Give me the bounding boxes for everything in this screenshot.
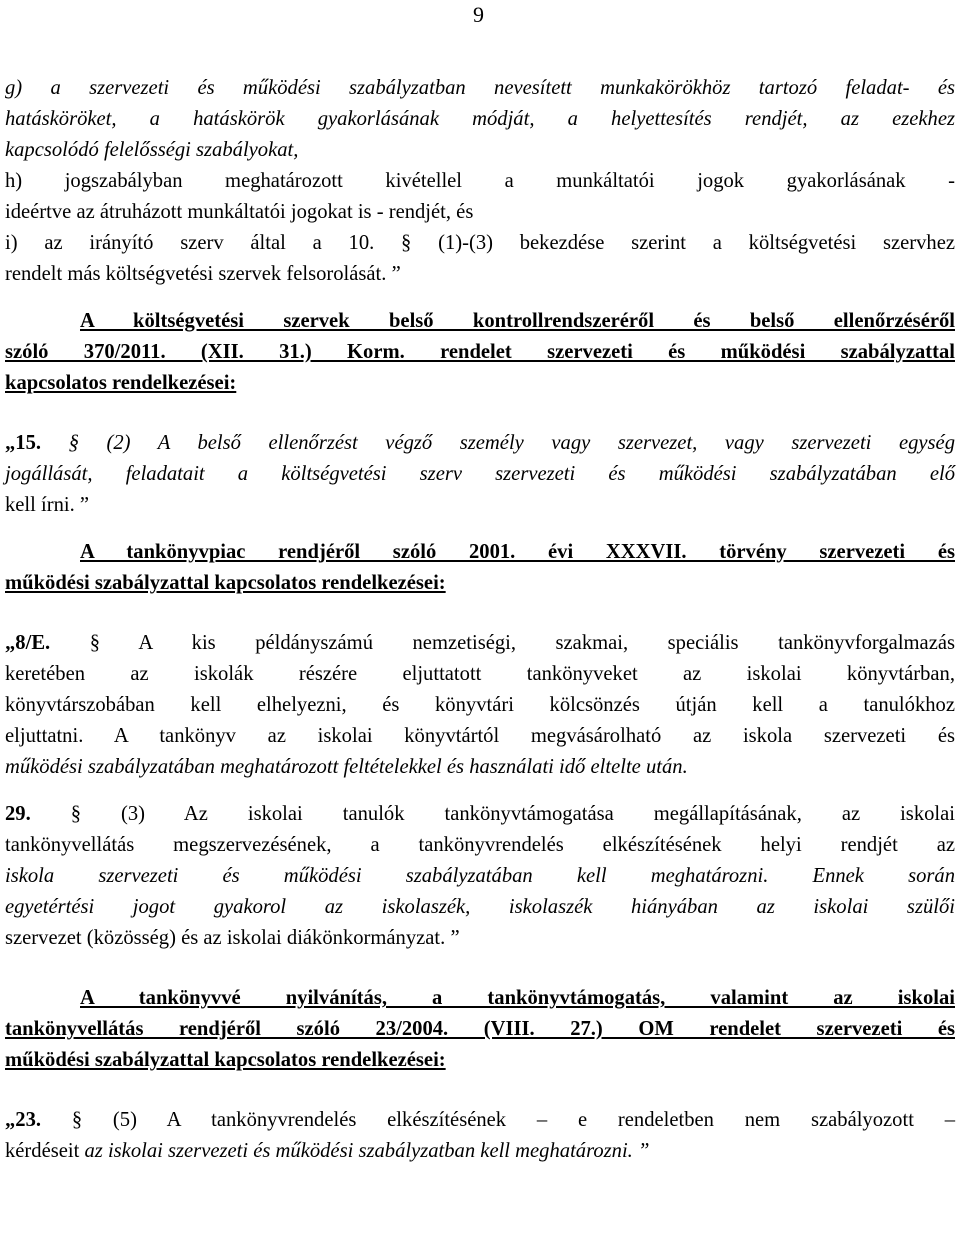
page-number: 9: [473, 2, 484, 27]
paragraph-text: § (2) A belső ellenőrzést végző személy vagy szervezet, vagy szervezeti egység: [41, 432, 955, 454]
document-body: [5, 73, 955, 1167]
section-heading-tankonyvve-nyilvanitas: [5, 983, 955, 1076]
item-h-line: ideértve az átruházott munkáltatói jogokat is - rendjét, és: [5, 201, 474, 223]
paragraph-line: tankönyvellátás megszervezésének, a tankönyvrendelés elkészítésének helyi rendjét az: [5, 834, 955, 856]
item-g: [5, 73, 955, 166]
heading-line: A tankönyvvé nyilvánítás, a tankönyvtámogatás, valamint az iskolai: [80, 987, 955, 1009]
paragraph-number: „15.: [5, 432, 42, 454]
paragraph-number: „8/E.: [5, 632, 51, 654]
paragraph-line: iskola szervezeti és működési szabályzatában kell meghatározni. Ennek során: [5, 865, 955, 887]
paragraph-line: keretében az iskolák részére eljuttatott tankönyveket az iskolai könyvtárban,: [5, 663, 955, 685]
paragraph-15: [5, 428, 955, 521]
paragraph-line: szervezet (közösség) és az iskolai diákönkormányzat. ”: [5, 927, 460, 949]
item-h-line: h) jogszabályban meghatározott kivétellel a munkáltatói jogok gyakorlásának -: [5, 170, 955, 192]
paragraph-line: kell írni. ”: [5, 494, 90, 516]
paragraph-line: [5, 799, 955, 830]
heading-line: szóló 370/2011. (XII. 31.) Korm. rendelet szervezeti és működési szabályzattal: [5, 341, 955, 363]
paragraph-line: [5, 1136, 955, 1167]
paragraph-line: működési szabályzatában meghatározott feltételekkel és használati idő eltelte után.: [5, 756, 688, 778]
paragraph-text: § A kis példányszámú nemzetiségi, szakmai, speciális tankönyvforgalmazás: [50, 632, 955, 654]
item-i: [5, 228, 955, 290]
paragraph-text: § (5) A tankönyvrendelés elkészítésének – e rendeletben nem szabályozott –: [41, 1109, 955, 1131]
heading-line: A tankönyvpiac rendjéről szóló 2001. évi XXXVII. törvény szervezeti és: [80, 541, 955, 563]
paragraph-line: eljuttatni. A tankönyv az iskolai könyvtártól megvásárolható az iskola szervezeti és: [5, 725, 955, 747]
item-h: [5, 166, 955, 228]
heading-line: kapcsolatos rendelkezései:: [5, 372, 237, 394]
paragraph-line: egyetértési jogot gyakorol az iskolaszék, iskolaszék hiányában az iskolai szülői: [5, 896, 955, 918]
paragraph-text: az iskolai szervezeti és működési szabályzatban kell meghatározni. ”: [84, 1140, 650, 1162]
paragraph-29: [5, 799, 955, 954]
heading-line: tankönyvellátás rendjéről szóló 23/2004. (VIII. 27.) OM rendelet szervezeti és: [5, 1018, 955, 1040]
paragraph-number: 29.: [5, 803, 31, 825]
paragraph-line: [5, 1105, 955, 1136]
paragraph-number: „23.: [5, 1109, 42, 1131]
item-g-line: hatásköröket, a hatáskörök gyakorlásának módját, a helyettesítés rendjét, az ezekhez: [5, 108, 955, 130]
heading-line: működési szabályzattal kapcsolatos rendelkezései:: [5, 1049, 446, 1071]
heading-line: A költségvetési szervek belső kontrollrendszeréről és belső ellenőrzéséről: [80, 310, 955, 332]
paragraph-23: [5, 1105, 955, 1167]
item-i-line: i) az irányító szerv által a 10. § (1)-(3) bekezdése szerint a költségvetési szervhez: [5, 232, 955, 254]
paragraph-8e: [5, 628, 955, 783]
item-g-line: g) a szervezeti és működési szabályzatban nevesített munkakörökhöz tartozó feladat- és: [5, 77, 955, 99]
item-g-line: kapcsolódó felelősségi szabályokat,: [5, 139, 299, 161]
heading-line: működési szabályzattal kapcsolatos rendelkezései:: [5, 572, 446, 594]
paragraph-text: § (3) Az iskolai tanulók tankönyvtámogatása megállapításának, az iskolai: [30, 803, 955, 825]
item-i-line: rendelt más költségvetési szervek felsorolását. ”: [5, 263, 401, 285]
paragraph-line: [5, 628, 955, 659]
paragraph-line: könyvtárszobában kell elhelyezni, és könyvtári kölcsönzés útján kell a tanulókhoz: [5, 694, 955, 716]
paragraph-line: jogállását, feladatait a költségvetési szerv szervezeti és működési szabályzatában elő: [5, 463, 955, 485]
section-heading-belso-kontroll: [5, 306, 955, 399]
section-heading-tankonyvpiac: [5, 537, 955, 599]
paragraph-line: [5, 428, 955, 459]
paragraph-text: kérdéseit: [5, 1140, 85, 1162]
